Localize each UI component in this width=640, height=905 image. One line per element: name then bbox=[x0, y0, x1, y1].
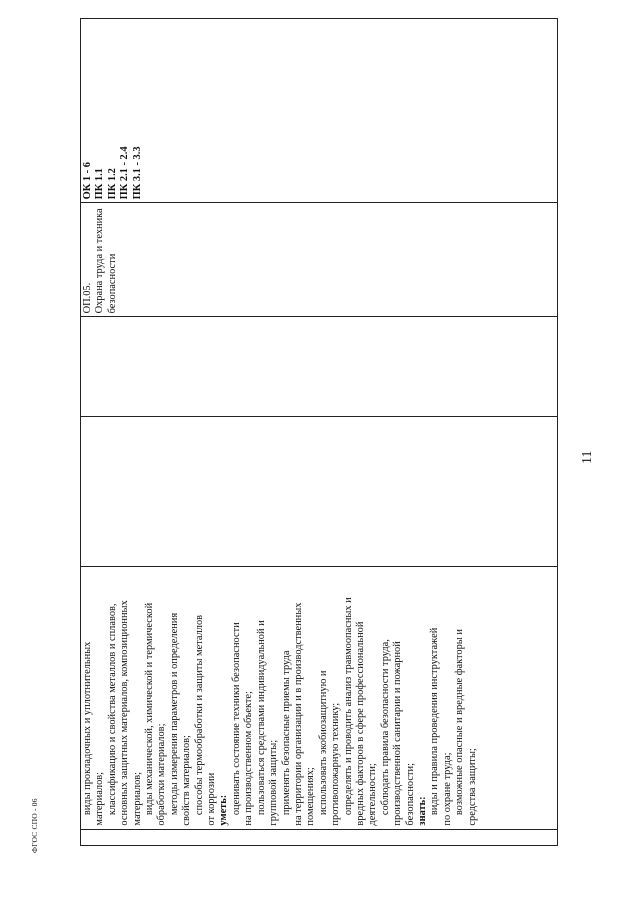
skill-line: материалов; bbox=[131, 771, 143, 826]
skill-line: применять безопасные приемы труда bbox=[280, 650, 292, 826]
skill-line: виды прокладочных и уплотнительных bbox=[82, 641, 93, 826]
section-heading: знать: bbox=[416, 796, 428, 826]
skill-line: пользоваться средствами индивидуальной и bbox=[255, 620, 267, 826]
skills-knowledge-text bbox=[82, 570, 479, 825]
skill-line: групповой защиты; bbox=[268, 739, 280, 826]
discipline-cell bbox=[81, 203, 558, 317]
skill-line: на производственном объекте; bbox=[243, 691, 255, 826]
competency-item: ПК 2.1 - 2.4 bbox=[119, 146, 131, 200]
max-load-cell bbox=[81, 417, 558, 567]
skill-line: методы измерения параметров и определения bbox=[168, 612, 180, 826]
curriculum-table bbox=[80, 18, 558, 846]
footer-standard-code: ФГОС СПО - 06 bbox=[30, 798, 39, 853]
skill-line: материалов; bbox=[94, 771, 106, 826]
competency-item: ПК 3.1 - 3.3 bbox=[131, 146, 143, 200]
skill-line: обработки материалов; bbox=[156, 723, 168, 826]
skill-line: помещениях; bbox=[305, 767, 317, 826]
competency-item: ПК 1.2 bbox=[106, 168, 118, 200]
skill-line: виды механической, химической и термической bbox=[144, 602, 156, 826]
discipline-title-line2: безопасности bbox=[106, 253, 118, 314]
skill-line: производственной санитарии и пожарной bbox=[392, 641, 404, 826]
skill-line: противопожарную технику; bbox=[330, 702, 342, 826]
index-cell bbox=[81, 829, 558, 845]
skill-line: определять и проводить анализ травмоопасных и bbox=[342, 597, 354, 826]
competency-item: ОК 1 - 6 bbox=[82, 162, 93, 200]
skill-line: возможные опасные и вредные факторы и bbox=[454, 629, 466, 826]
skill-line: деятельности; bbox=[367, 763, 379, 826]
section-heading: уметь: bbox=[218, 794, 230, 826]
skill-line: использовать экобиозащитную и bbox=[317, 670, 329, 826]
discipline-block bbox=[82, 206, 119, 313]
skill-line: по охране труда; bbox=[441, 752, 453, 826]
skill-line: виды и правила проведения инструктажей bbox=[429, 627, 441, 826]
competencies-cell bbox=[81, 19, 558, 203]
table-row bbox=[81, 19, 558, 846]
skill-line: вредных факторов в сфере профессиональной bbox=[354, 621, 366, 826]
competency-list bbox=[82, 22, 144, 199]
hours-cell bbox=[81, 317, 558, 417]
page-number: 11 bbox=[580, 450, 595, 464]
skill-line: безопасности; bbox=[404, 763, 416, 826]
skill-line: классификацию и свойства металлов и сплавов, bbox=[106, 603, 118, 826]
skill-line: от коррозии bbox=[206, 772, 218, 826]
discipline-code: ОП.05. bbox=[82, 282, 93, 314]
skill-line: оценивать состояние техники безопасности bbox=[230, 622, 242, 826]
skill-line: способы термообработки и защиты металлов bbox=[193, 614, 205, 826]
skill-line: основных защитных материалов, композиционных bbox=[119, 600, 131, 826]
skills-knowledge-cell bbox=[81, 567, 558, 829]
skill-line: средства защиты; bbox=[466, 748, 478, 826]
skill-line: соблюдать правила безопасности труда, bbox=[379, 639, 391, 826]
skill-line: на территории организации и в производственных bbox=[292, 602, 304, 826]
discipline-title-line1: Охрана труда и техника bbox=[94, 208, 106, 314]
skill-line: свойств материалов; bbox=[181, 735, 193, 826]
competency-item: ПК 1.1 bbox=[94, 168, 106, 200]
